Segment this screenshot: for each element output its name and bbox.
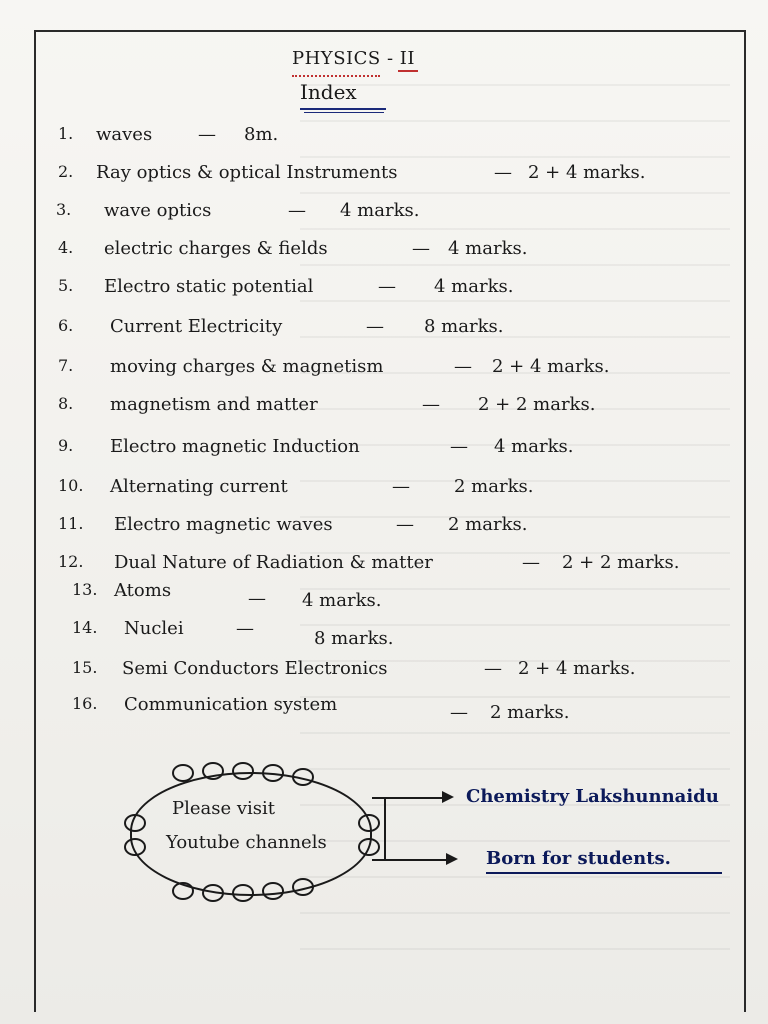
- index-heading: [300, 80, 357, 104]
- callout-line-1: Please visit: [172, 798, 276, 819]
- list-item-number: 2.: [58, 162, 74, 181]
- list-item-topic: Ray optics & optical Instruments: [96, 162, 398, 183]
- list-item: [58, 276, 738, 310]
- list-item-number: 10.: [58, 476, 84, 495]
- list-item: [58, 200, 738, 234]
- list-item-topic: Electro magnetic waves: [114, 514, 333, 535]
- arrow-to-channel-1: [372, 797, 444, 799]
- arrow-to-channel-2: [372, 859, 448, 861]
- list-item-marks: 2 + 2 marks.: [562, 552, 680, 573]
- list-item-topic: Alternating current: [110, 476, 288, 497]
- cloud-bump: [172, 764, 194, 782]
- bracket-line: [384, 797, 386, 859]
- list-item-dash: —: [366, 316, 384, 337]
- list-item-topic: Communication system: [124, 694, 338, 715]
- cloud-bump: [124, 814, 146, 832]
- list-item-marks: 2 + 4 marks.: [492, 356, 610, 377]
- list-item-marks: 4 marks.: [434, 276, 514, 297]
- list-item-dash: —: [288, 200, 306, 221]
- list-item-number: 4.: [58, 238, 74, 257]
- list-item-marks: 8 marks.: [314, 628, 394, 649]
- cloud-bump: [172, 882, 194, 900]
- cloud-bump: [124, 838, 146, 856]
- channel-name-1: [466, 786, 719, 807]
- list-item-number: 11.: [58, 514, 84, 533]
- callout-line-2: Youtube channels: [166, 832, 327, 853]
- subject-title-text: PHYSICS - II: [292, 48, 415, 69]
- list-item: [58, 394, 738, 428]
- list-item-topic: waves: [96, 124, 153, 145]
- list-item-number: 6.: [58, 316, 74, 335]
- list-item-marks: 2 + 4 marks.: [518, 658, 636, 679]
- cloud-bump: [202, 762, 224, 780]
- cloud-bump: [262, 764, 284, 782]
- list-item-marks: 2 + 4 marks.: [528, 162, 646, 183]
- list-item-dash: —: [198, 124, 216, 145]
- list-item-topic: moving charges & magnetism: [110, 356, 384, 377]
- list-item-dash: —: [450, 702, 468, 723]
- cloud-bump: [232, 762, 254, 780]
- arrowhead-icon: [446, 853, 458, 865]
- subject-title: [292, 48, 415, 69]
- cloud-bump: [358, 814, 380, 832]
- list-item: [58, 124, 738, 158]
- list-item-dash: —: [494, 162, 512, 183]
- list-item: [58, 316, 738, 350]
- list-item-number: 3.: [56, 200, 72, 219]
- list-item-dash: —: [454, 356, 472, 377]
- index-underline-double: [304, 112, 384, 113]
- list-item-dash: —: [422, 394, 440, 415]
- list-item-number: 12.: [58, 552, 84, 571]
- list-item-topic: Nuclei: [124, 618, 184, 639]
- list-item-dash: —: [236, 618, 254, 639]
- title-wavy-underline: [292, 70, 380, 77]
- list-item-dash: —: [450, 436, 468, 457]
- list-item-dash: —: [522, 552, 540, 573]
- list-item: [58, 580, 738, 614]
- list-item-number: 13.: [72, 580, 98, 599]
- list-item-marks: 8m.: [244, 124, 279, 145]
- list-item-dash: —: [484, 658, 502, 679]
- channel-name-2-underline: [486, 872, 722, 874]
- channel-name-1-text: Chemistry Lakshunnaidu: [466, 786, 719, 807]
- cloud-bump: [358, 838, 380, 856]
- list-item-dash: —: [392, 476, 410, 497]
- list-item-marks: 4 marks.: [494, 436, 574, 457]
- list-item: [58, 238, 738, 272]
- index-heading-text: Index: [300, 80, 357, 104]
- list-item-marks: 4 marks.: [302, 590, 382, 611]
- list-item-topic: Electro static potential: [104, 276, 314, 297]
- list-item: [58, 162, 738, 196]
- list-item-number: 7.: [58, 356, 74, 375]
- cloud-bump: [292, 878, 314, 896]
- list-item-dash: —: [396, 514, 414, 535]
- list-item-dash: —: [248, 588, 266, 609]
- list-item: [58, 618, 738, 652]
- list-item-topic: electric charges & fields: [104, 238, 328, 259]
- list-item-number: 16.: [72, 694, 98, 713]
- list-item-number: 15.: [72, 658, 98, 677]
- list-item-marks: 4 marks.: [340, 200, 420, 221]
- cloud-bump: [202, 884, 224, 902]
- channel-name-2: [486, 848, 671, 869]
- list-item: [58, 658, 738, 692]
- list-item-topic: Atoms: [114, 580, 172, 601]
- list-item-marks: 2 marks.: [448, 514, 528, 535]
- list-item-marks: 4 marks.: [448, 238, 528, 259]
- list-item: [58, 476, 738, 510]
- arrowhead-icon: [442, 791, 454, 803]
- list-item-topic: Dual Nature of Radiation & matter: [114, 552, 433, 573]
- list-item-topic: wave optics: [104, 200, 212, 221]
- cloud-bump: [292, 768, 314, 786]
- list-item-number: 14.: [72, 618, 98, 637]
- list-item: [58, 514, 738, 548]
- channel-name-2-text: Born for students.: [486, 848, 671, 869]
- title-roman-underline: [398, 70, 418, 72]
- index-underline: [300, 108, 386, 110]
- list-item: [58, 694, 738, 728]
- list-item-marks: 8 marks.: [424, 316, 504, 337]
- list-item-number: 1.: [58, 124, 74, 143]
- cloud-bump: [232, 884, 254, 902]
- cloud-bump: [262, 882, 284, 900]
- list-item-dash: —: [412, 238, 430, 259]
- list-item-number: 8.: [58, 394, 74, 413]
- list-item-number: 5.: [58, 276, 74, 295]
- list-item-marks: 2 + 2 marks.: [478, 394, 596, 415]
- list-item-topic: Electro magnetic Induction: [110, 436, 360, 457]
- list-item-topic: magnetism and matter: [110, 394, 318, 415]
- list-item-dash: —: [378, 276, 396, 297]
- list-item: [58, 356, 738, 390]
- list-item-topic: Current Electricity: [110, 316, 283, 337]
- list-item-marks: 2 marks.: [490, 702, 570, 723]
- list-item-marks: 2 marks.: [454, 476, 534, 497]
- list-item-number: 9.: [58, 436, 74, 455]
- list-item: [58, 436, 738, 470]
- list-item-topic: Semi Conductors Electronics: [122, 658, 388, 679]
